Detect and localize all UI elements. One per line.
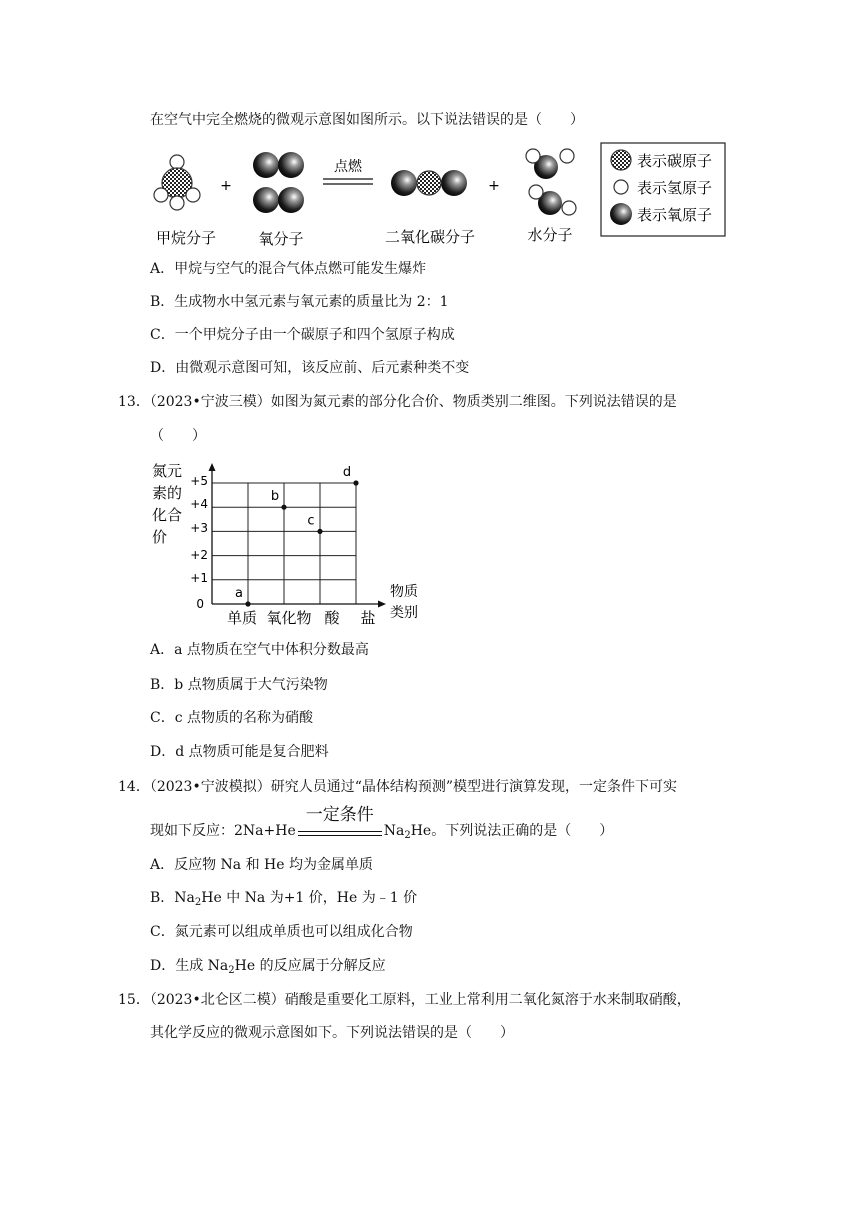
plus-sign-2: + [488, 178, 500, 194]
label-co2: 二氧化碳分子 [384, 228, 476, 246]
chart-points [235, 465, 359, 607]
reaction-condition: 点燃 [334, 159, 362, 175]
q14-option-d-post: He 的反应属于分解反应 [234, 958, 386, 974]
q13-option-b: B．b 点物质属于大气污染物 [150, 677, 328, 693]
y-axis-title-line-2: 素的 [152, 484, 183, 502]
water-molecules [526, 149, 576, 215]
q14-option-a: A．反应物 Na 和 He 均为金属单质 [150, 857, 374, 873]
point-b [281, 505, 286, 510]
y-tick-2: +2 [190, 548, 208, 562]
chart-grid [212, 483, 356, 604]
y-tick-1: +1 [190, 571, 208, 585]
y-tick-4: +4 [190, 497, 208, 511]
plus-sign-1: + [220, 178, 232, 194]
q14-equation-left: 现如下反应：2Na+He [150, 823, 296, 839]
co2-molecule [391, 170, 467, 196]
y-axis-title-line-1: 氮元 [152, 462, 183, 480]
x-tick-oxide: 氧化物 [266, 609, 312, 627]
nitrogen-valence-chart [140, 450, 440, 630]
y-tick-5: +5 [190, 474, 208, 488]
legend-hydrogen: 表示氢原子 [637, 179, 713, 197]
q12-option-a: A．甲烷与空气的混合气体点燃可能发生爆炸 [150, 261, 427, 277]
y-tick-0: 0 [196, 597, 204, 611]
q15-stem-line-2: 其化学反应的微观示意图如下。下列说法错误的是（ ） [150, 1025, 514, 1041]
x-tick-elemental: 单质 [226, 609, 258, 627]
q14-option-b-post: He 中 Na 为+1 价，He 为﹣1 价 [201, 890, 418, 906]
q14-option-d-sub: 2 [228, 965, 235, 976]
point-d [353, 480, 358, 485]
q13-stem-cont: （ ） [150, 428, 206, 444]
label-water: 水分子 [527, 226, 573, 244]
point-label-d: d [342, 465, 352, 480]
point-c [317, 529, 322, 534]
q14-product-na: Na [383, 823, 405, 839]
methane-molecule [154, 155, 200, 210]
q14-condition-arrow [296, 805, 384, 841]
q12-option-d: D．由微观示意图可知，该反应前、后元素种类不变 [150, 360, 470, 376]
point-a [245, 601, 250, 606]
q14-option-b-sub: 2 [194, 897, 202, 908]
label-methane: 甲烷分子 [155, 229, 217, 247]
x-axis-arrow [378, 601, 386, 608]
point-label-b: b [270, 489, 280, 505]
q14-condition-text: 一定条件 [305, 805, 374, 825]
point-label-a: a [235, 586, 243, 601]
y-tick-3: +3 [190, 521, 208, 535]
y-axis-title-line-3: 化合 [152, 506, 183, 524]
q14-option-d [150, 956, 386, 981]
q13-option-a: A．a 点物质在空气中体积分数最高 [150, 642, 369, 658]
q14-stem-line-2 [150, 805, 614, 846]
q12-option-b: B．生成物水中氢元素与氧元素的质量比为 2：1 [150, 294, 449, 310]
q12-stem: 在空气中完全燃烧的微观示意图如图所示。以下说法错误的是（ ） [150, 112, 584, 128]
legend-carbon: 表示碳原子 [637, 152, 713, 170]
x-tick-salt: 盐 [360, 609, 376, 627]
q14-option-b [150, 888, 417, 913]
label-oxygen: 氧分子 [258, 230, 304, 248]
y-axis-arrow [209, 463, 216, 471]
legend [601, 143, 725, 236]
oxygen-molecules [253, 152, 304, 213]
q14-stem-line-1: 14．（2023•宁波模拟）研究人员通过“晶体结构预测”模型进行演算发现，一定条件下可实 [118, 779, 678, 795]
q13-option-c: C．c 点物质的名称为硝酸 [150, 710, 314, 726]
q12-option-c: C．一个甲烷分子由一个碳原子和四个氢原子构成 [150, 327, 455, 343]
x-axis-title-line-1: 物质 [390, 584, 418, 600]
legend-oxygen: 表示氧原子 [637, 206, 713, 224]
q13-option-d: D．d 点物质可能是复合肥料 [150, 744, 329, 760]
q14-stem-tail: He。下列说法正确的是（ ） [410, 823, 614, 839]
x-tick-acid: 酸 [324, 609, 340, 627]
reaction-diagram [140, 140, 740, 252]
q15-stem-line-1: 15．（2023•北仑区二模）硝酸是重要化工原料，工业上常利用二氧化氮溶于水来制取硝酸， [118, 992, 691, 1008]
point-label-c: c [307, 513, 315, 529]
q13-stem: 13．（2023•宁波三模）如图为氮元素的部分化合价、物质类别二维图。下列说法错误的是 [118, 394, 677, 410]
q14-option-c: C．氮元素可以组成单质也可以组成化合物 [150, 924, 413, 940]
x-axis-title-line-2: 类别 [390, 605, 418, 621]
y-axis-title-line-4: 价 [152, 528, 168, 546]
q14-option-d-pre: D．生成 Na [150, 958, 229, 974]
q14-option-b-pre: B．Na [150, 890, 195, 906]
q14-product-sub: 2 [404, 830, 411, 841]
